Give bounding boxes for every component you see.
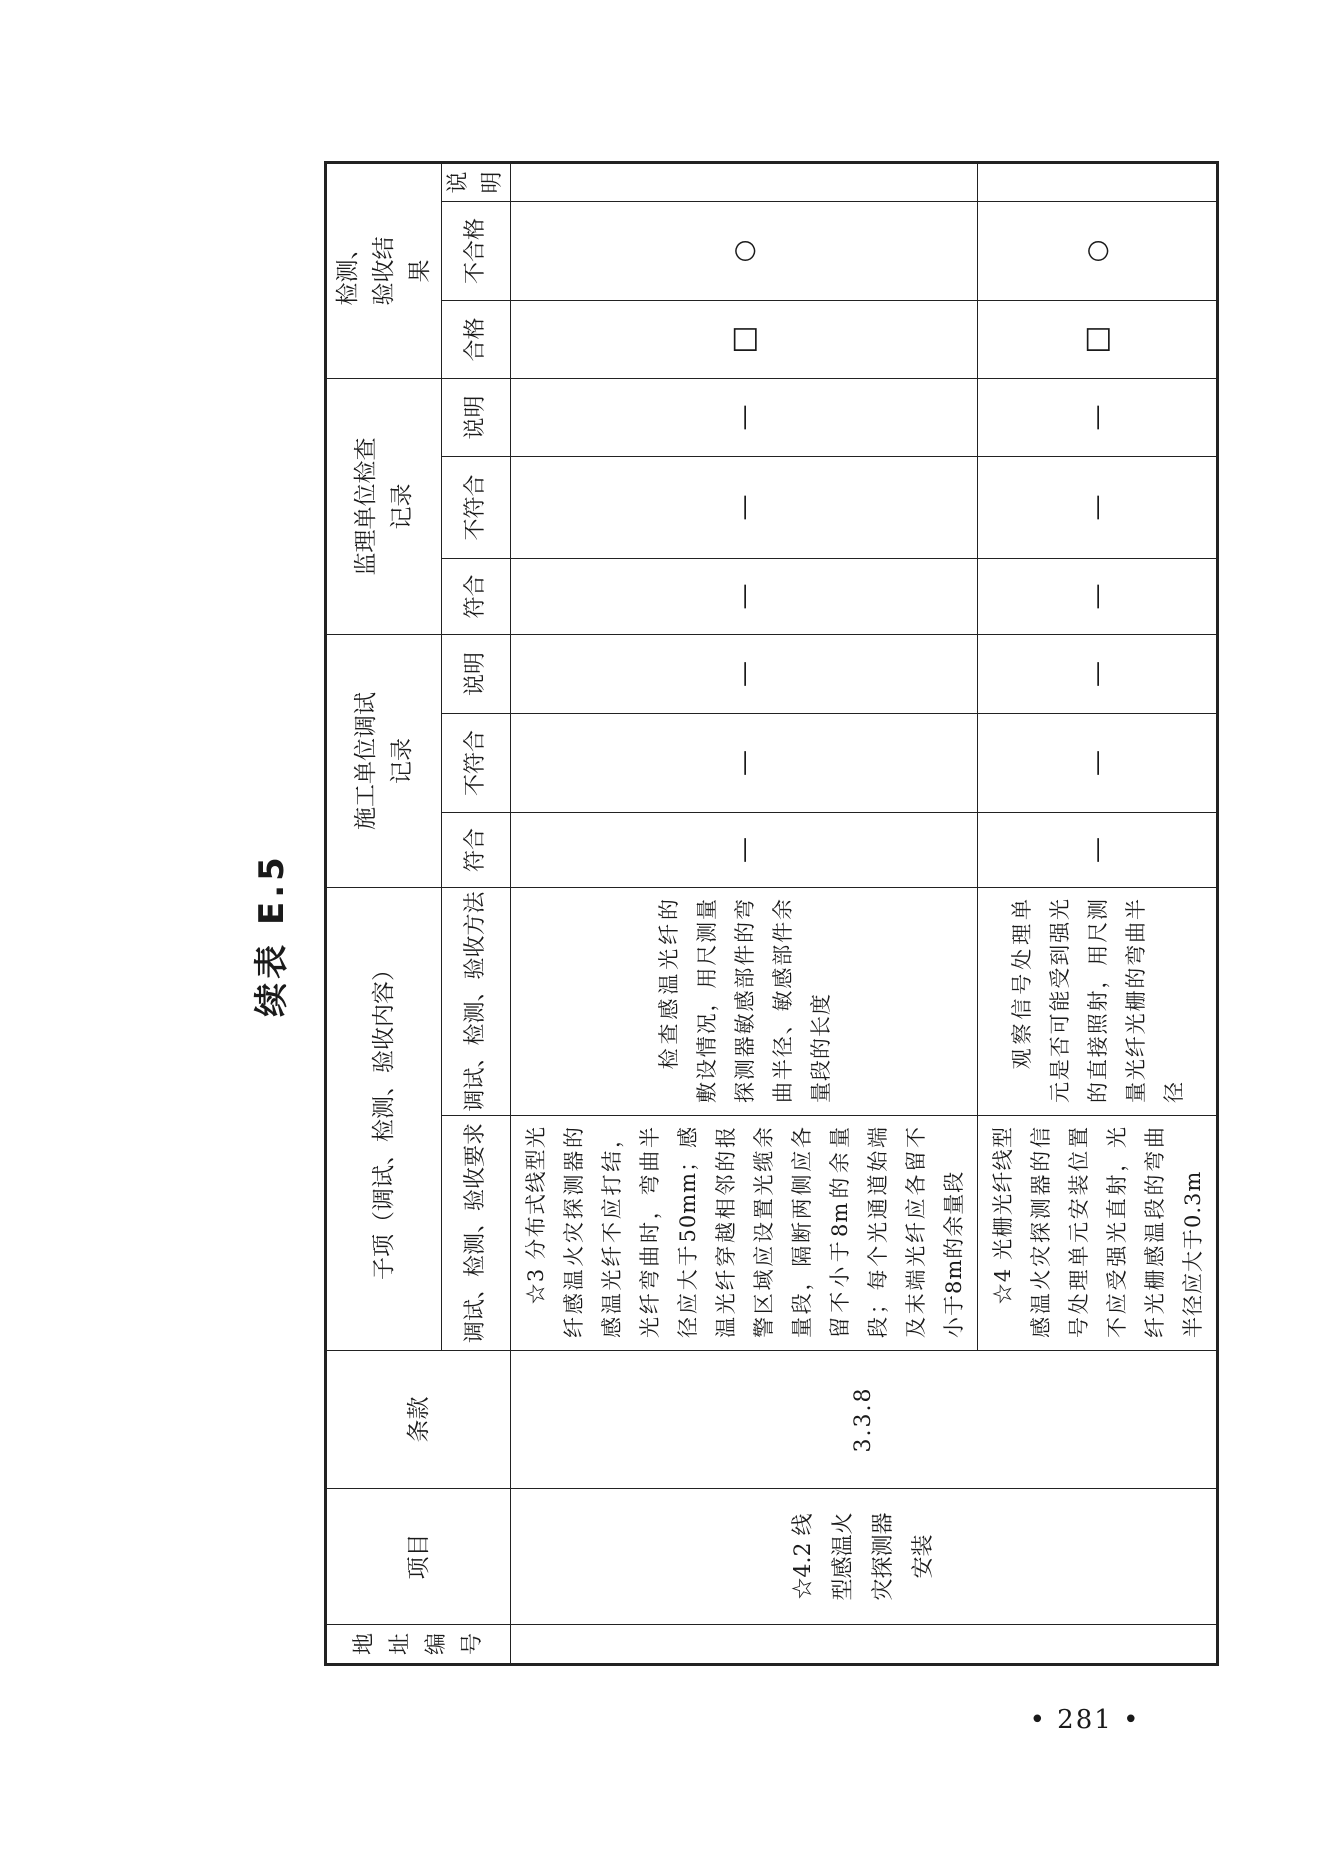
header-construction-conform: 符合 bbox=[442, 813, 511, 888]
header-method: 调试、检测、验收方法 bbox=[442, 888, 511, 1116]
header-construction-nonconform: 不符合 bbox=[442, 714, 511, 813]
header-supervision-conform: 符合 bbox=[442, 559, 511, 635]
header-row-1 bbox=[326, 163, 442, 1665]
header-address-code: 地址编号 bbox=[326, 1625, 511, 1665]
construction-note-cell: — bbox=[511, 635, 978, 714]
header-supervision-note: 说明 bbox=[442, 379, 511, 457]
result-unqualified-mark[interactable]: ○ bbox=[978, 202, 1218, 301]
header-clause: 条款 bbox=[326, 1351, 511, 1489]
project-cell: ☆4.2 线型感温火灾探测器安装 bbox=[511, 1489, 1218, 1625]
address-code-cell bbox=[511, 1625, 1218, 1665]
rotated-page-content bbox=[244, 171, 1205, 1666]
result-note-cell bbox=[978, 163, 1218, 202]
supervision-conform-cell: — bbox=[511, 559, 978, 635]
supervision-conform-cell: — bbox=[978, 559, 1218, 635]
header-result-qualified: 合格 bbox=[442, 301, 511, 379]
header-result-group: 检测、验收结果 bbox=[326, 163, 442, 379]
table-caption: 续表 E.5 bbox=[252, 853, 292, 1017]
method-cell: 观察信号处理单元是否可能受到强光的直接照射，用尺测量光纤光栅的弯曲半径 bbox=[978, 888, 1218, 1116]
construction-nonconform-cell: — bbox=[511, 714, 978, 813]
page-number: • 281 • bbox=[1029, 1705, 1141, 1735]
inspection-table bbox=[324, 161, 1219, 1666]
header-construction-group: 施工单位调试记录 bbox=[326, 635, 442, 888]
table-row bbox=[511, 163, 978, 1665]
method-cell: 检查感温光纤的敷设情况，用尺测量探测器敏感部件的弯曲半径、敏感部件余量段的长度 bbox=[511, 888, 978, 1116]
requirement-cell: ☆4 光栅光纤线型感温火灾探测器的信号处理单元安装位置不应受强光直射，光纤光栅感温段的弯曲半径应大于0.3m bbox=[978, 1116, 1218, 1351]
header-supervision-nonconform: 不符合 bbox=[442, 457, 511, 559]
header-supervision-group: 监理单位检查记录 bbox=[326, 379, 442, 635]
construction-conform-cell: — bbox=[978, 813, 1218, 888]
header-result-unqualified: 不合格 bbox=[442, 202, 511, 301]
construction-note-cell: — bbox=[978, 635, 1218, 714]
result-qualified-checkbox[interactable]: □ bbox=[511, 301, 978, 379]
construction-nonconform-cell: — bbox=[978, 714, 1218, 813]
result-qualified-checkbox[interactable]: □ bbox=[978, 301, 1218, 379]
supervision-nonconform-cell: — bbox=[511, 457, 978, 559]
requirement-cell: ☆3 分布式线型光纤感温火灾探测器的感温光纤不应打结，光纤弯曲时，弯曲半径应大于50mm；感温光纤穿越相邻的报警区域应设置光缆余量段，隔断两侧应各留不小于8m的余量段；每个光通道始端及末端光纤应各留不小于8m的余量段 bbox=[511, 1116, 978, 1351]
supervision-note-cell: — bbox=[511, 379, 978, 457]
header-requirements: 调试、检测、验收要求 bbox=[442, 1116, 511, 1351]
header-subitem-group: 子项（调试、检测、验收内容） bbox=[326, 888, 442, 1351]
supervision-nonconform-cell: — bbox=[978, 457, 1218, 559]
header-item: 项目 bbox=[326, 1489, 511, 1625]
supervision-note-cell: — bbox=[978, 379, 1218, 457]
result-unqualified-mark[interactable]: ○ bbox=[511, 202, 978, 301]
header-result-note: 说明 bbox=[442, 163, 511, 202]
clause-cell: 3.3.8 bbox=[511, 1351, 1218, 1489]
header-construction-note: 说明 bbox=[442, 635, 511, 714]
result-note-cell bbox=[511, 163, 978, 202]
construction-conform-cell: — bbox=[511, 813, 978, 888]
